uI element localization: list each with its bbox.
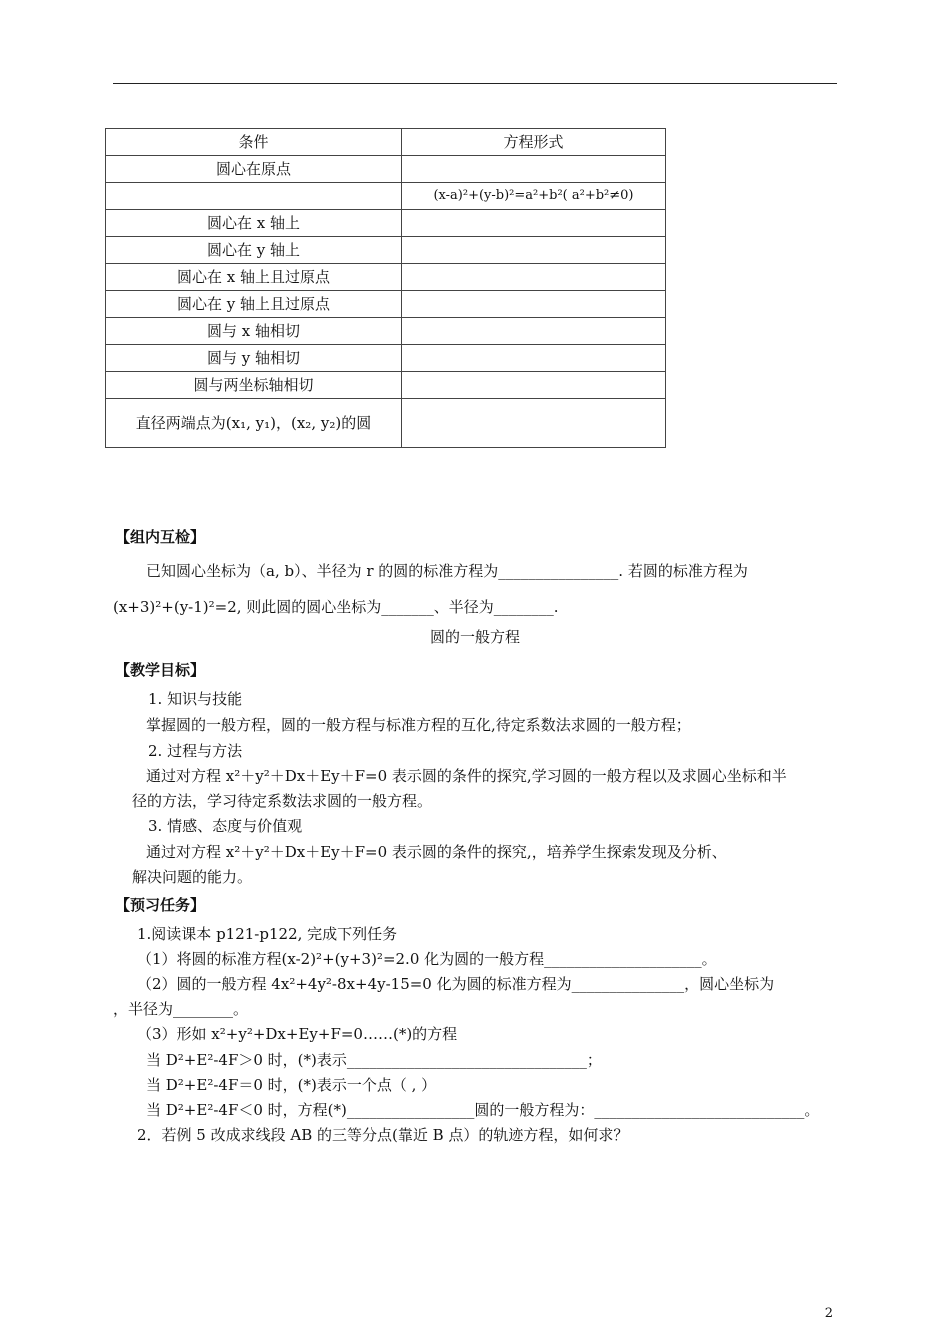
condition-cell: 直径两端点为(x₁, y₁)，(x₂, y₂)的圆 bbox=[106, 399, 402, 448]
header-condition: 条件 bbox=[106, 129, 402, 156]
form-cell bbox=[402, 345, 666, 372]
paragraph-line: ，半径为________。 bbox=[113, 1000, 249, 1018]
paragraph-line: 通过对方程 x²＋y²＋Dx＋Ey＋F=0 表示圆的条件的探究,学习圆的一般方程以及求圆心坐标和半 bbox=[146, 767, 787, 785]
section-title: 圆的一般方程 bbox=[429, 628, 520, 646]
form-cell bbox=[402, 237, 666, 264]
list-item: （2）圆的一般方程 4x²+4y²-8x+4y-15=0 化为圆的标准方程为_______________，圆心坐标为 bbox=[137, 975, 775, 993]
condition-cell: 圆与 x 轴相切 bbox=[106, 318, 402, 345]
form-cell: (x-a)²+(y-b)²=a²+b²( a²+b²≠0) bbox=[402, 183, 666, 210]
form-cell bbox=[402, 318, 666, 345]
form-cell bbox=[402, 399, 666, 448]
paragraph-line: (x+3)²+(y-1)²=2, 则此圆的圆心坐标为_______、半径为________. bbox=[113, 598, 559, 616]
page-number: 2 bbox=[824, 1306, 833, 1321]
list-item: 2. 过程与方法 bbox=[148, 742, 243, 760]
form-cell bbox=[402, 291, 666, 318]
table-row bbox=[106, 318, 666, 345]
form-cell bbox=[402, 156, 666, 183]
paragraph-line: 通过对方程 x²＋y²＋Dx＋Ey＋F=0 表示圆的条件的探究,，培养学生探索发现及分析、 bbox=[146, 843, 727, 861]
list-item: 1. 知识与技能 bbox=[148, 690, 243, 708]
table-row bbox=[106, 291, 666, 318]
table-row bbox=[106, 237, 666, 264]
table-header-row bbox=[106, 129, 666, 156]
section-heading-preview-tasks: 【预习任务】 bbox=[115, 896, 206, 914]
conditions-table bbox=[105, 128, 666, 448]
paragraph-line: 当 D²+E²-4F＞0 时，(*)表示________________________________； bbox=[146, 1051, 602, 1069]
condition-cell: 圆心在 y 轴上且过原点 bbox=[106, 291, 402, 318]
section-heading-teaching-goals: 【教学目标】 bbox=[115, 661, 206, 679]
header-rule bbox=[113, 83, 837, 84]
header-equation-form: 方程形式 bbox=[402, 129, 666, 156]
condition-cell: 圆心在 x 轴上 bbox=[106, 210, 402, 237]
paragraph-line: 当 D²+E²-4F＝0 时，(*)表示一个点（ , ） bbox=[146, 1076, 437, 1094]
condition-cell: 圆与两坐标轴相切 bbox=[106, 372, 402, 399]
list-item: 2．若例 5 改成求线段 AB 的三等分点(靠近 B 点）的轨迹方程，如何求？ bbox=[137, 1126, 629, 1144]
condition-cell: 圆心在 y 轴上 bbox=[106, 237, 402, 264]
table-row bbox=[106, 345, 666, 372]
list-item: （1）将圆的标准方程(x-2)²+(y+3)²=2.0 化为圆的一般方程_____________________。 bbox=[137, 950, 717, 968]
paragraph-line: 掌握圆的一般方程，圆的一般方程与标准方程的互化,待定系数法求圆的一般方程； bbox=[146, 716, 691, 734]
paragraph-line: 当 D²+E²-4F＜0 时，方程(*)_________________圆的一般方程为：____________________________。 bbox=[146, 1101, 820, 1119]
condition-cell: 圆与 y 轴相切 bbox=[106, 345, 402, 372]
form-cell bbox=[402, 210, 666, 237]
condition-cell bbox=[106, 183, 402, 210]
condition-cell: 圆心在 x 轴上且过原点 bbox=[106, 264, 402, 291]
table-row bbox=[106, 264, 666, 291]
table-row bbox=[106, 372, 666, 399]
paragraph-line: 已知圆心坐标为（a, b）、半径为 r 的圆的标准方程为________________. 若圆的标准方程为 bbox=[146, 562, 748, 580]
table-row bbox=[106, 210, 666, 237]
paragraph-line: 解决问题的能力。 bbox=[132, 868, 253, 886]
list-item: 1.阅读课本 p121-p122, 完成下列任务 bbox=[137, 925, 398, 943]
section-heading-group-check: 【组内互检】 bbox=[115, 528, 206, 546]
table-row bbox=[106, 183, 666, 210]
list-item: （3）形如 x²+y²+Dx+Ey+F=0……(*)的方程 bbox=[137, 1025, 458, 1043]
table-row bbox=[106, 399, 666, 448]
form-cell bbox=[402, 264, 666, 291]
condition-cell: 圆心在原点 bbox=[106, 156, 402, 183]
form-cell bbox=[402, 372, 666, 399]
table-row bbox=[106, 156, 666, 183]
paragraph-line: 径的方法，学习待定系数法求圆的一般方程。 bbox=[132, 792, 433, 810]
list-item: 3. 情感、态度与价值观 bbox=[148, 817, 303, 835]
